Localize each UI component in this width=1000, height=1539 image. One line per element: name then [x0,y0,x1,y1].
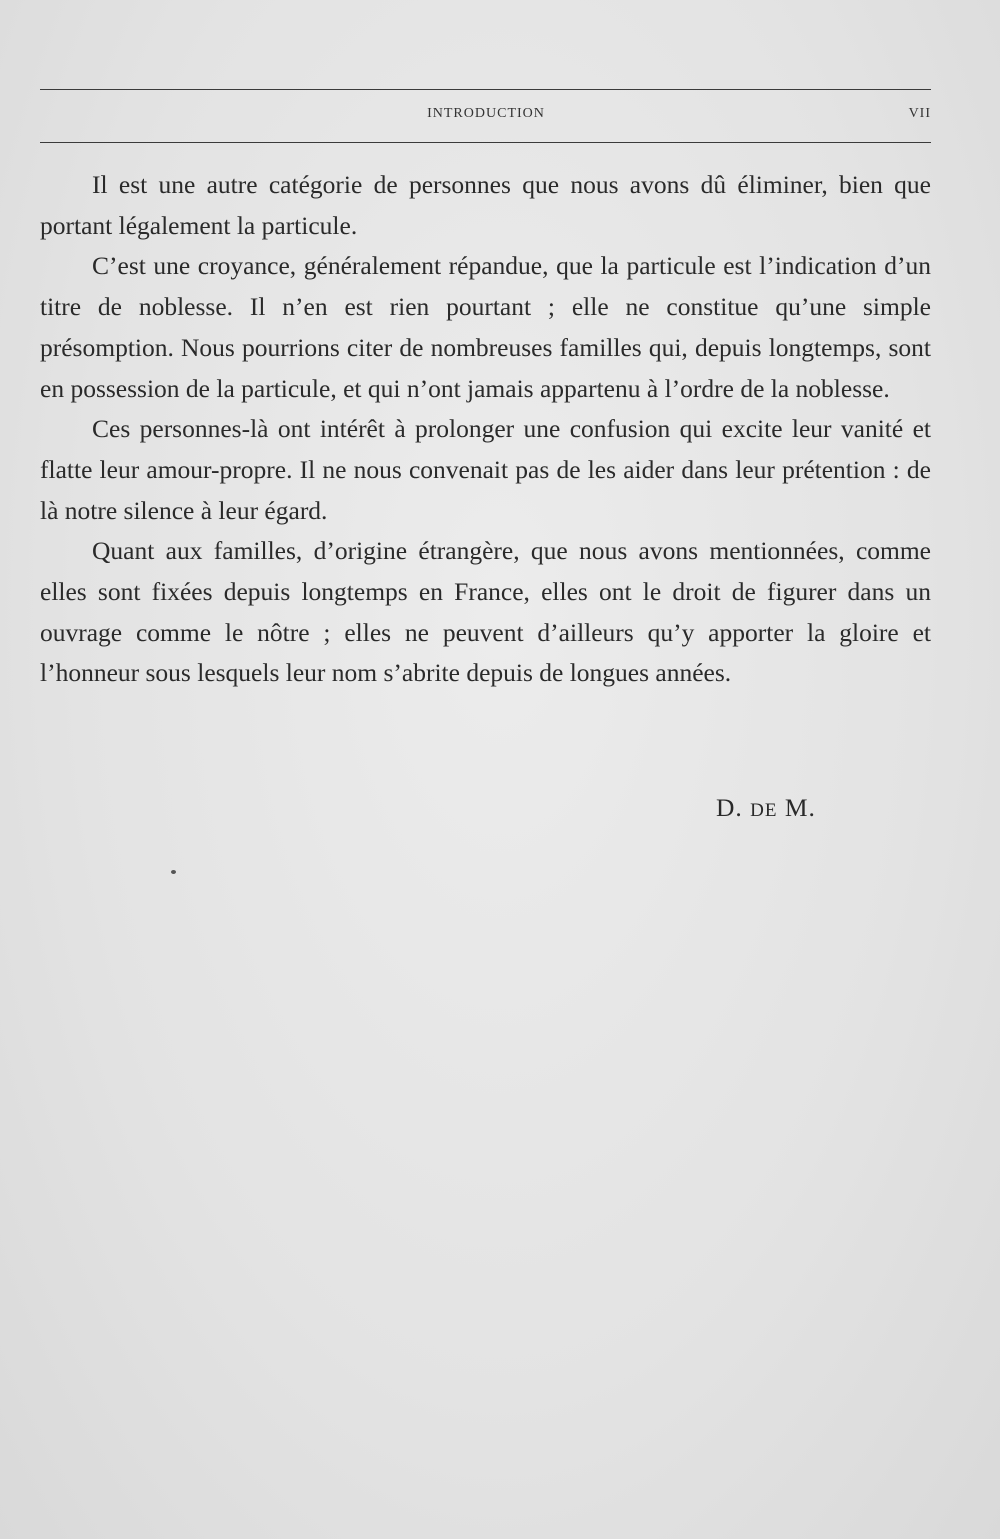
signature-surname: M. [784,793,816,822]
header-bottom-rule [40,142,931,143]
paragraph: Il est une autre catégorie de personnes que nous avons dû éliminer, bien que portant légalement la particule. [40,170,931,240]
running-title [0,106,1000,122]
paragraph: Quant aux familles, d’origine étrangère, que nous avons mentionnées, comme elles sont fixées depuis longtemps en France, elles ont le droit de figurer dans un ouvrage comme le nôtre ; elles ne peuvent d’ailleurs qu’y apporter la gloire et l’honneur sous lesquels leur nom s’abrite depuis de longues années. [40,536,931,688]
running-title-text: INTRODUCTION [427,106,545,121]
paragraph: Ces personnes-là ont intérêt à prolonger une confusion qui excite leur vanité et flatte leur amour-propre. Il ne nous convenait pas de les aider dans leur prétention : de là notre silence à leur égard. [40,414,931,525]
ink-speck [171,870,176,874]
page-number: VII [908,106,931,121]
header-top-rule [40,89,931,90]
paragraph: C’est une croyance, généralement répandue, que la particule est l’indication d’un titre de noblesse. Il n’en est rien pourtant ; elle ne constitue qu’une simple présomption. Nous pourrions citer de nombreuses familles qui, depuis longtemps, sont en possession de la particule, et qui n’ont jamais appartenu à l’ordre de la noblesse. [40,251,931,403]
body-text [40,165,931,694]
signature-particle: DE [750,800,778,821]
signature [716,788,816,831]
signature-initial: D. [716,793,743,822]
